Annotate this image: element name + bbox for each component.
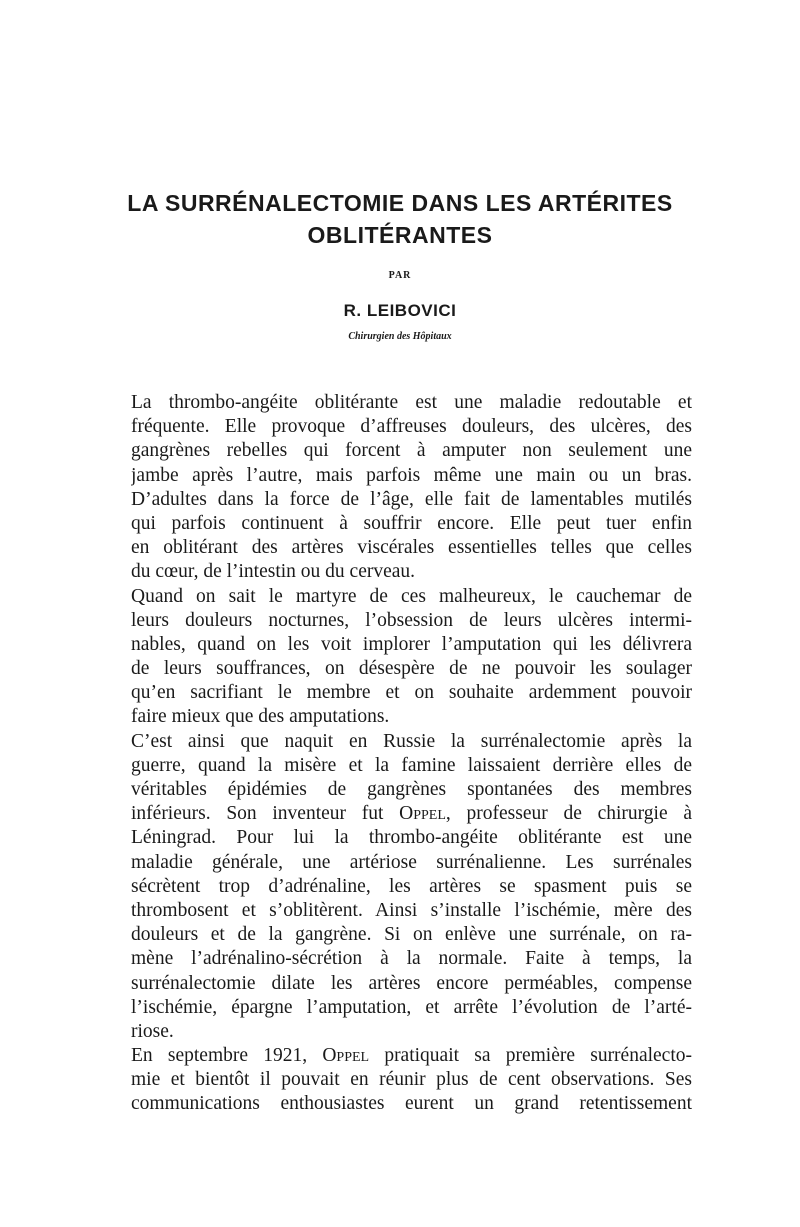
text-line: qui parfois continuent à souffrir encore. Elle peut tuer enfin [131, 512, 692, 534]
text-line: maladie générale, une artériose surrénalienne. Les surrénales [131, 851, 692, 873]
author-name: R. LEIBOVICI [343, 301, 457, 320]
text-line [131, 1044, 692, 1068]
text-line: thrombosent et s’oblitèrent. Ainsi s’installe l’ischémie, mère des [131, 899, 692, 921]
text-line: guerre, quand la misère et la famine laissaient derrière elles de [131, 754, 692, 776]
text-line: nables, quand on les voit implorer l’amputation qui les délivrera [131, 633, 692, 655]
text-line: Léningrad. Pour lui la thrombo-angéite oblitérante est une [131, 827, 692, 849]
article-title-line-2: OBLITÉRANTES [307, 222, 493, 248]
text-line: faire mieux que des amputations. [131, 706, 390, 728]
text-line [131, 802, 692, 826]
article-title-line-1: LA SURRÉNALECTOMIE DANS LES ARTÉRITES [127, 190, 673, 216]
article-body [131, 391, 692, 1117]
text-line: leurs douleurs nocturnes, l’obsession de leurs ulcères intermi- [131, 609, 692, 631]
text-line: gangrènes rebelles qui forcent à amputer non seulement une [131, 440, 692, 462]
text-line: surrénalectomie dilate les artères encore perméables, compense [131, 972, 692, 994]
text-line: mie et bientôt il pouvait en réunir plus de cent observations. Ses [131, 1069, 692, 1091]
text-segment: , professeur de chirurgie à [445, 803, 692, 825]
text-segment: pratiquait sa première surrénalecto- [369, 1045, 692, 1067]
text-line: C’est ainsi que naquit en Russie la surrénalectomie après la [131, 730, 692, 752]
text-line: véritables épidémies de gangrènes spontanées des membres [131, 779, 692, 800]
paragraph-3 [131, 730, 692, 1044]
text-segment: inférieurs. Son inventeur fut [131, 803, 400, 825]
text-line: sécrètent trop d’adrénaline, les artères se spasment puis se [131, 875, 692, 897]
paragraph-1 [131, 391, 692, 585]
text-line: Quand on sait le martyre de ces malheureux, le cauchemar de [131, 585, 692, 607]
text-line: La thrombo-angéite oblitérante est une maladie redoutable et [131, 392, 692, 413]
text-line: qu’en sacrifiant le membre et on souhaite ardemment pouvoir [131, 682, 692, 704]
text-line: fréquente. Elle provoque d’affreuses douleurs, des ulcères, des [131, 416, 692, 438]
author-affiliation: Chirurgien des Hôpitaux [348, 331, 452, 342]
text-line: douleurs et de la gangrène. Si on enlève une surrénale, on ra- [131, 924, 692, 946]
text-line: du cœur, de l’intestin ou du cerveau. [131, 561, 416, 583]
byline-par: PAR [388, 270, 412, 281]
text-line: de leurs souffrances, on désespère de ne pouvoir les soulager [131, 658, 692, 680]
author-name-oppel: Oppel [399, 803, 446, 825]
text-segment: En septembre 1921, [131, 1045, 323, 1067]
text-line: D’adultes dans la force de l’âge, elle fait de lamentables mutilés [131, 488, 692, 510]
text-line: riose. [131, 1020, 174, 1042]
text-line: jambe après l’autre, mais parfois même une main ou un bras. [131, 464, 692, 486]
paragraph-2 [131, 585, 692, 730]
text-line: mène l’adrénalino-sécrétion à la normale. Faite à temps, la [131, 948, 692, 970]
text-line: l’ischémie, épargne l’amputation, et arrête l’évolution de l’arté- [131, 996, 692, 1018]
paragraph-4 [131, 1044, 692, 1117]
author-name-oppel: Oppel [322, 1045, 370, 1067]
text-line: communications enthousiastes eurent un grand retentissement [131, 1093, 692, 1115]
text-line: en oblitérant des artères viscérales essentielles telles que celles [131, 537, 692, 559]
